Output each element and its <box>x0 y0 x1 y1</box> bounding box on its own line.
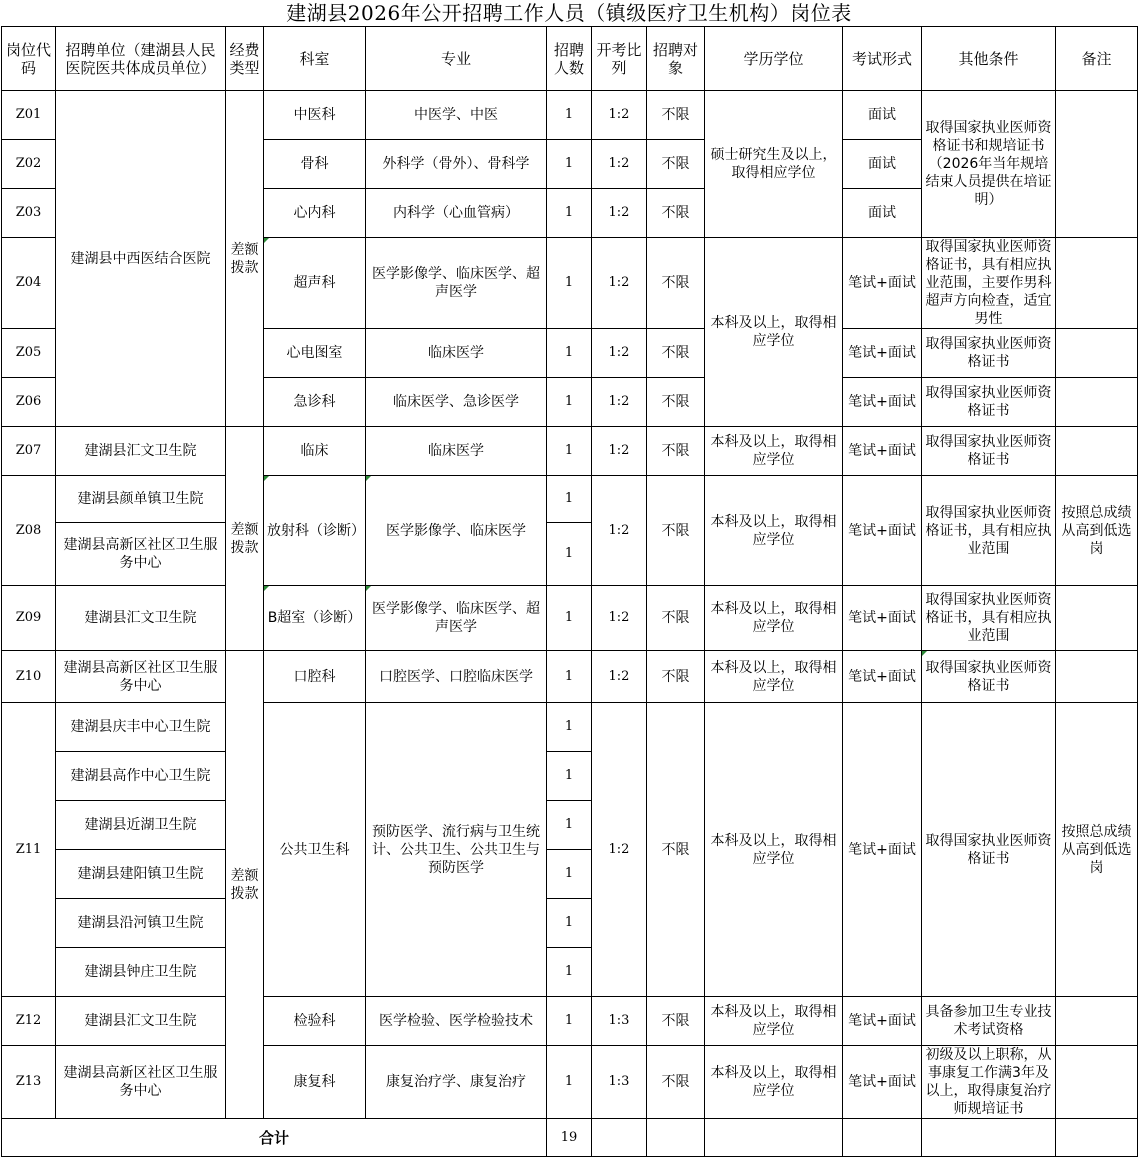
note <box>1056 91 1138 238</box>
count: 1 <box>547 427 592 476</box>
note <box>1056 586 1138 651</box>
count: 1 <box>547 91 592 140</box>
education: 本科及以上，取得相应学位 <box>705 703 843 997</box>
count: 1 <box>547 329 592 378</box>
position-code: Z03 <box>2 189 56 238</box>
target: 不限 <box>647 238 705 329</box>
major: 医学影像学、临床医学、超声医学 <box>366 586 547 651</box>
ratio: 1:2 <box>592 651 647 703</box>
note <box>1056 238 1138 329</box>
count: 1 <box>547 651 592 703</box>
other-conditions: 取得国家执业医师资格证书 <box>922 329 1056 378</box>
table-row <box>2 997 1138 1046</box>
dept: 心内科 <box>264 189 366 238</box>
ratio: 1:3 <box>592 1046 647 1119</box>
ratio: 1:2 <box>592 189 647 238</box>
note: 按照总成绩从高到低选岗 <box>1056 476 1138 586</box>
count: 1 <box>547 948 592 997</box>
header-count: 招聘人数 <box>547 27 592 91</box>
unit-name: 建湖县钟庄卫生院 <box>56 948 226 997</box>
major: 临床医学 <box>366 427 547 476</box>
target: 不限 <box>647 140 705 189</box>
table-row <box>2 1046 1138 1119</box>
unit-name: 建湖县汇文卫生院 <box>56 427 226 476</box>
target: 不限 <box>647 586 705 651</box>
count: 1 <box>547 703 592 752</box>
dept: 口腔科 <box>264 651 366 703</box>
target: 不限 <box>647 91 705 140</box>
exam-type: 面试 <box>843 91 922 140</box>
major: 中医学、中医 <box>366 91 547 140</box>
note <box>1056 378 1138 427</box>
dept: 放射科（诊断） <box>264 476 366 586</box>
total-row <box>2 1119 1138 1157</box>
total-empty <box>647 1119 705 1157</box>
unit-name: 建湖县近湖卫生院 <box>56 801 226 850</box>
table-row <box>2 703 1138 752</box>
table-row <box>2 91 1138 140</box>
count: 1 <box>547 1046 592 1119</box>
unit-name: 建湖县高新区社区卫生服务中心 <box>56 1046 226 1119</box>
header-unit: 招聘单位（建湖县人民医院医共体成员单位） <box>56 27 226 91</box>
position-code: Z05 <box>2 329 56 378</box>
target: 不限 <box>647 476 705 586</box>
position-code: Z04 <box>2 238 56 329</box>
header-fund: 经费类型 <box>226 27 264 91</box>
major: 康复治疗学、康复治疗 <box>366 1046 547 1119</box>
unit-name: 建湖县中西医结合医院 <box>56 91 226 427</box>
fund-type: 差额拨款 <box>226 91 264 427</box>
education: 本科及以上，取得相应学位 <box>705 997 843 1046</box>
exam-type: 笔试+面试 <box>843 238 922 329</box>
exam-type: 笔试+面试 <box>843 651 922 703</box>
ratio: 1:3 <box>592 997 647 1046</box>
other-conditions: 取得国家执业医师资格证书，具有相应执业范围 <box>922 476 1056 586</box>
count: 1 <box>547 752 592 801</box>
dept: 中医科 <box>264 91 366 140</box>
total-empty <box>843 1119 922 1157</box>
page-title: 建湖县2026年公开招聘工作人员（镇级医疗卫生机构）岗位表 <box>286 1 852 25</box>
dept: 骨科 <box>264 140 366 189</box>
major: 口腔医学、口腔临床医学 <box>366 651 547 703</box>
count: 1 <box>547 238 592 329</box>
unit-name: 建湖县汇文卫生院 <box>56 997 226 1046</box>
ratio: 1:2 <box>592 427 647 476</box>
target: 不限 <box>647 189 705 238</box>
fund-type: 差额拨款 <box>226 427 264 651</box>
count: 1 <box>547 523 592 586</box>
ratio: 1:2 <box>592 378 647 427</box>
dept: 康复科 <box>264 1046 366 1119</box>
dept: 心电图室 <box>264 329 366 378</box>
table-row <box>2 427 1138 476</box>
fund-type: 差额拨款 <box>226 651 264 1119</box>
education: 本科及以上，取得相应学位 <box>705 427 843 476</box>
count: 1 <box>547 189 592 238</box>
total-count: 19 <box>547 1119 592 1157</box>
ratio: 1:2 <box>592 91 647 140</box>
count: 1 <box>547 586 592 651</box>
position-code: Z02 <box>2 140 56 189</box>
unit-name: 建湖县庆丰中心卫生院 <box>56 703 226 752</box>
table-row <box>2 651 1138 703</box>
positions-table <box>1 26 1138 1157</box>
count: 1 <box>547 899 592 948</box>
target: 不限 <box>647 1046 705 1119</box>
other-conditions: 具备参加卫生专业技术考试资格 <box>922 997 1056 1046</box>
major: 临床医学、急诊医学 <box>366 378 547 427</box>
unit-name: 建湖县汇文卫生院 <box>56 586 226 651</box>
total-label: 合计 <box>2 1119 547 1157</box>
header-ratio: 开考比列 <box>592 27 647 91</box>
note <box>1056 329 1138 378</box>
count: 1 <box>547 140 592 189</box>
unit-name: 建湖县高新区社区卫生服务中心 <box>56 651 226 703</box>
target: 不限 <box>647 378 705 427</box>
dept: 超声科 <box>264 238 366 329</box>
unit-name: 建湖县高作中心卫生院 <box>56 752 226 801</box>
position-code: Z08 <box>2 476 56 586</box>
target: 不限 <box>647 651 705 703</box>
other-conditions: 初级及以上职称，从事康复工作满3年及以上，取得康复治疗师规培证书 <box>922 1046 1056 1119</box>
note <box>1056 427 1138 476</box>
exam-type: 笔试+面试 <box>843 329 922 378</box>
other-conditions: 取得国家执业医师资格证书 <box>922 703 1056 997</box>
unit-name: 建湖县高新区社区卫生服务中心 <box>56 523 226 586</box>
exam-type: 笔试+面试 <box>843 1046 922 1119</box>
exam-type: 笔试+面试 <box>843 378 922 427</box>
note <box>1056 1046 1138 1119</box>
header-code: 岗位代码 <box>2 27 56 91</box>
dept: 公共卫生科 <box>264 703 366 997</box>
table-header-row <box>2 27 1138 91</box>
note <box>1056 997 1138 1046</box>
ratio: 1:2 <box>592 140 647 189</box>
target: 不限 <box>647 703 705 997</box>
other-conditions: 取得国家执业医师资格证书 <box>922 651 1056 703</box>
position-code: Z12 <box>2 997 56 1046</box>
other-conditions: 取得国家执业医师资格证书 <box>922 378 1056 427</box>
education: 本科及以上，取得相应学位 <box>705 1046 843 1119</box>
exam-type: 笔试+面试 <box>843 586 922 651</box>
exam-type: 面试 <box>843 140 922 189</box>
ratio: 1:2 <box>592 329 647 378</box>
dept: 检验科 <box>264 997 366 1046</box>
major: 医学影像学、临床医学 <box>366 476 547 586</box>
other-conditions: 取得国家执业医师资格证书 <box>922 427 1056 476</box>
exam-type: 面试 <box>843 189 922 238</box>
position-code: Z07 <box>2 427 56 476</box>
header-other: 其他条件 <box>922 27 1056 91</box>
header-edu: 学历学位 <box>705 27 843 91</box>
ratio: 1:2 <box>592 238 647 329</box>
note: 按照总成绩从高到低选岗 <box>1056 703 1138 997</box>
unit-name: 建湖县沿河镇卫生院 <box>56 899 226 948</box>
major: 临床医学 <box>366 329 547 378</box>
position-code: Z10 <box>2 651 56 703</box>
note <box>1056 651 1138 703</box>
education: 本科及以上，取得相应学位 <box>705 651 843 703</box>
ratio: 1:2 <box>592 476 647 586</box>
target: 不限 <box>647 997 705 1046</box>
position-code: Z11 <box>2 703 56 997</box>
total-empty <box>922 1119 1056 1157</box>
header-target: 招聘对象 <box>647 27 705 91</box>
major: 医学检验、医学检验技术 <box>366 997 547 1046</box>
education: 本科及以上，取得相应学位 <box>705 238 843 427</box>
education: 本科及以上，取得相应学位 <box>705 586 843 651</box>
count: 1 <box>547 476 592 523</box>
education: 硕士研究生及以上，取得相应学位 <box>705 91 843 238</box>
header-note: 备注 <box>1056 27 1138 91</box>
major: 预防医学、流行病与卫生统计、公共卫生、公共卫生与预防医学 <box>366 703 547 997</box>
total-empty <box>705 1119 843 1157</box>
target: 不限 <box>647 329 705 378</box>
other-conditions: 取得国家执业医师资格证书和规培证书（2026年当年规培结束人员提供在培证明） <box>922 91 1056 238</box>
count: 1 <box>547 378 592 427</box>
major: 内科学（心血管病） <box>366 189 547 238</box>
dept: 临床 <box>264 427 366 476</box>
major: 外科学（骨外）、骨科学 <box>366 140 547 189</box>
table-row <box>2 476 1138 523</box>
dept: 急诊科 <box>264 378 366 427</box>
position-code: Z01 <box>2 91 56 140</box>
other-conditions: 取得国家执业医师资格证书，具有相应执业范围，主要作男科超声方向检查，适宜男性 <box>922 238 1056 329</box>
header-major: 专业 <box>366 27 547 91</box>
dept: B超室（诊断） <box>264 586 366 651</box>
target: 不限 <box>647 427 705 476</box>
table-row <box>2 586 1138 651</box>
unit-name: 建湖县建阳镇卫生院 <box>56 850 226 899</box>
exam-type: 笔试+面试 <box>843 703 922 997</box>
header-exam: 考试形式 <box>843 27 922 91</box>
count: 1 <box>547 850 592 899</box>
count: 1 <box>547 801 592 850</box>
position-code: Z13 <box>2 1046 56 1119</box>
exam-type: 笔试+面试 <box>843 997 922 1046</box>
unit-name: 建湖县颜单镇卫生院 <box>56 476 226 523</box>
exam-type: 笔试+面试 <box>843 476 922 586</box>
ratio: 1:2 <box>592 586 647 651</box>
position-code: Z09 <box>2 586 56 651</box>
major: 医学影像学、临床医学、超声医学 <box>366 238 547 329</box>
position-code: Z06 <box>2 378 56 427</box>
other-conditions: 取得国家执业医师资格证书，具有相应执业范围 <box>922 586 1056 651</box>
total-empty <box>1056 1119 1138 1157</box>
header-dept: 科室 <box>264 27 366 91</box>
total-empty <box>592 1119 647 1157</box>
exam-type: 笔试+面试 <box>843 427 922 476</box>
education: 本科及以上，取得相应学位 <box>705 476 843 586</box>
count: 1 <box>547 997 592 1046</box>
ratio: 1:2 <box>592 703 647 997</box>
